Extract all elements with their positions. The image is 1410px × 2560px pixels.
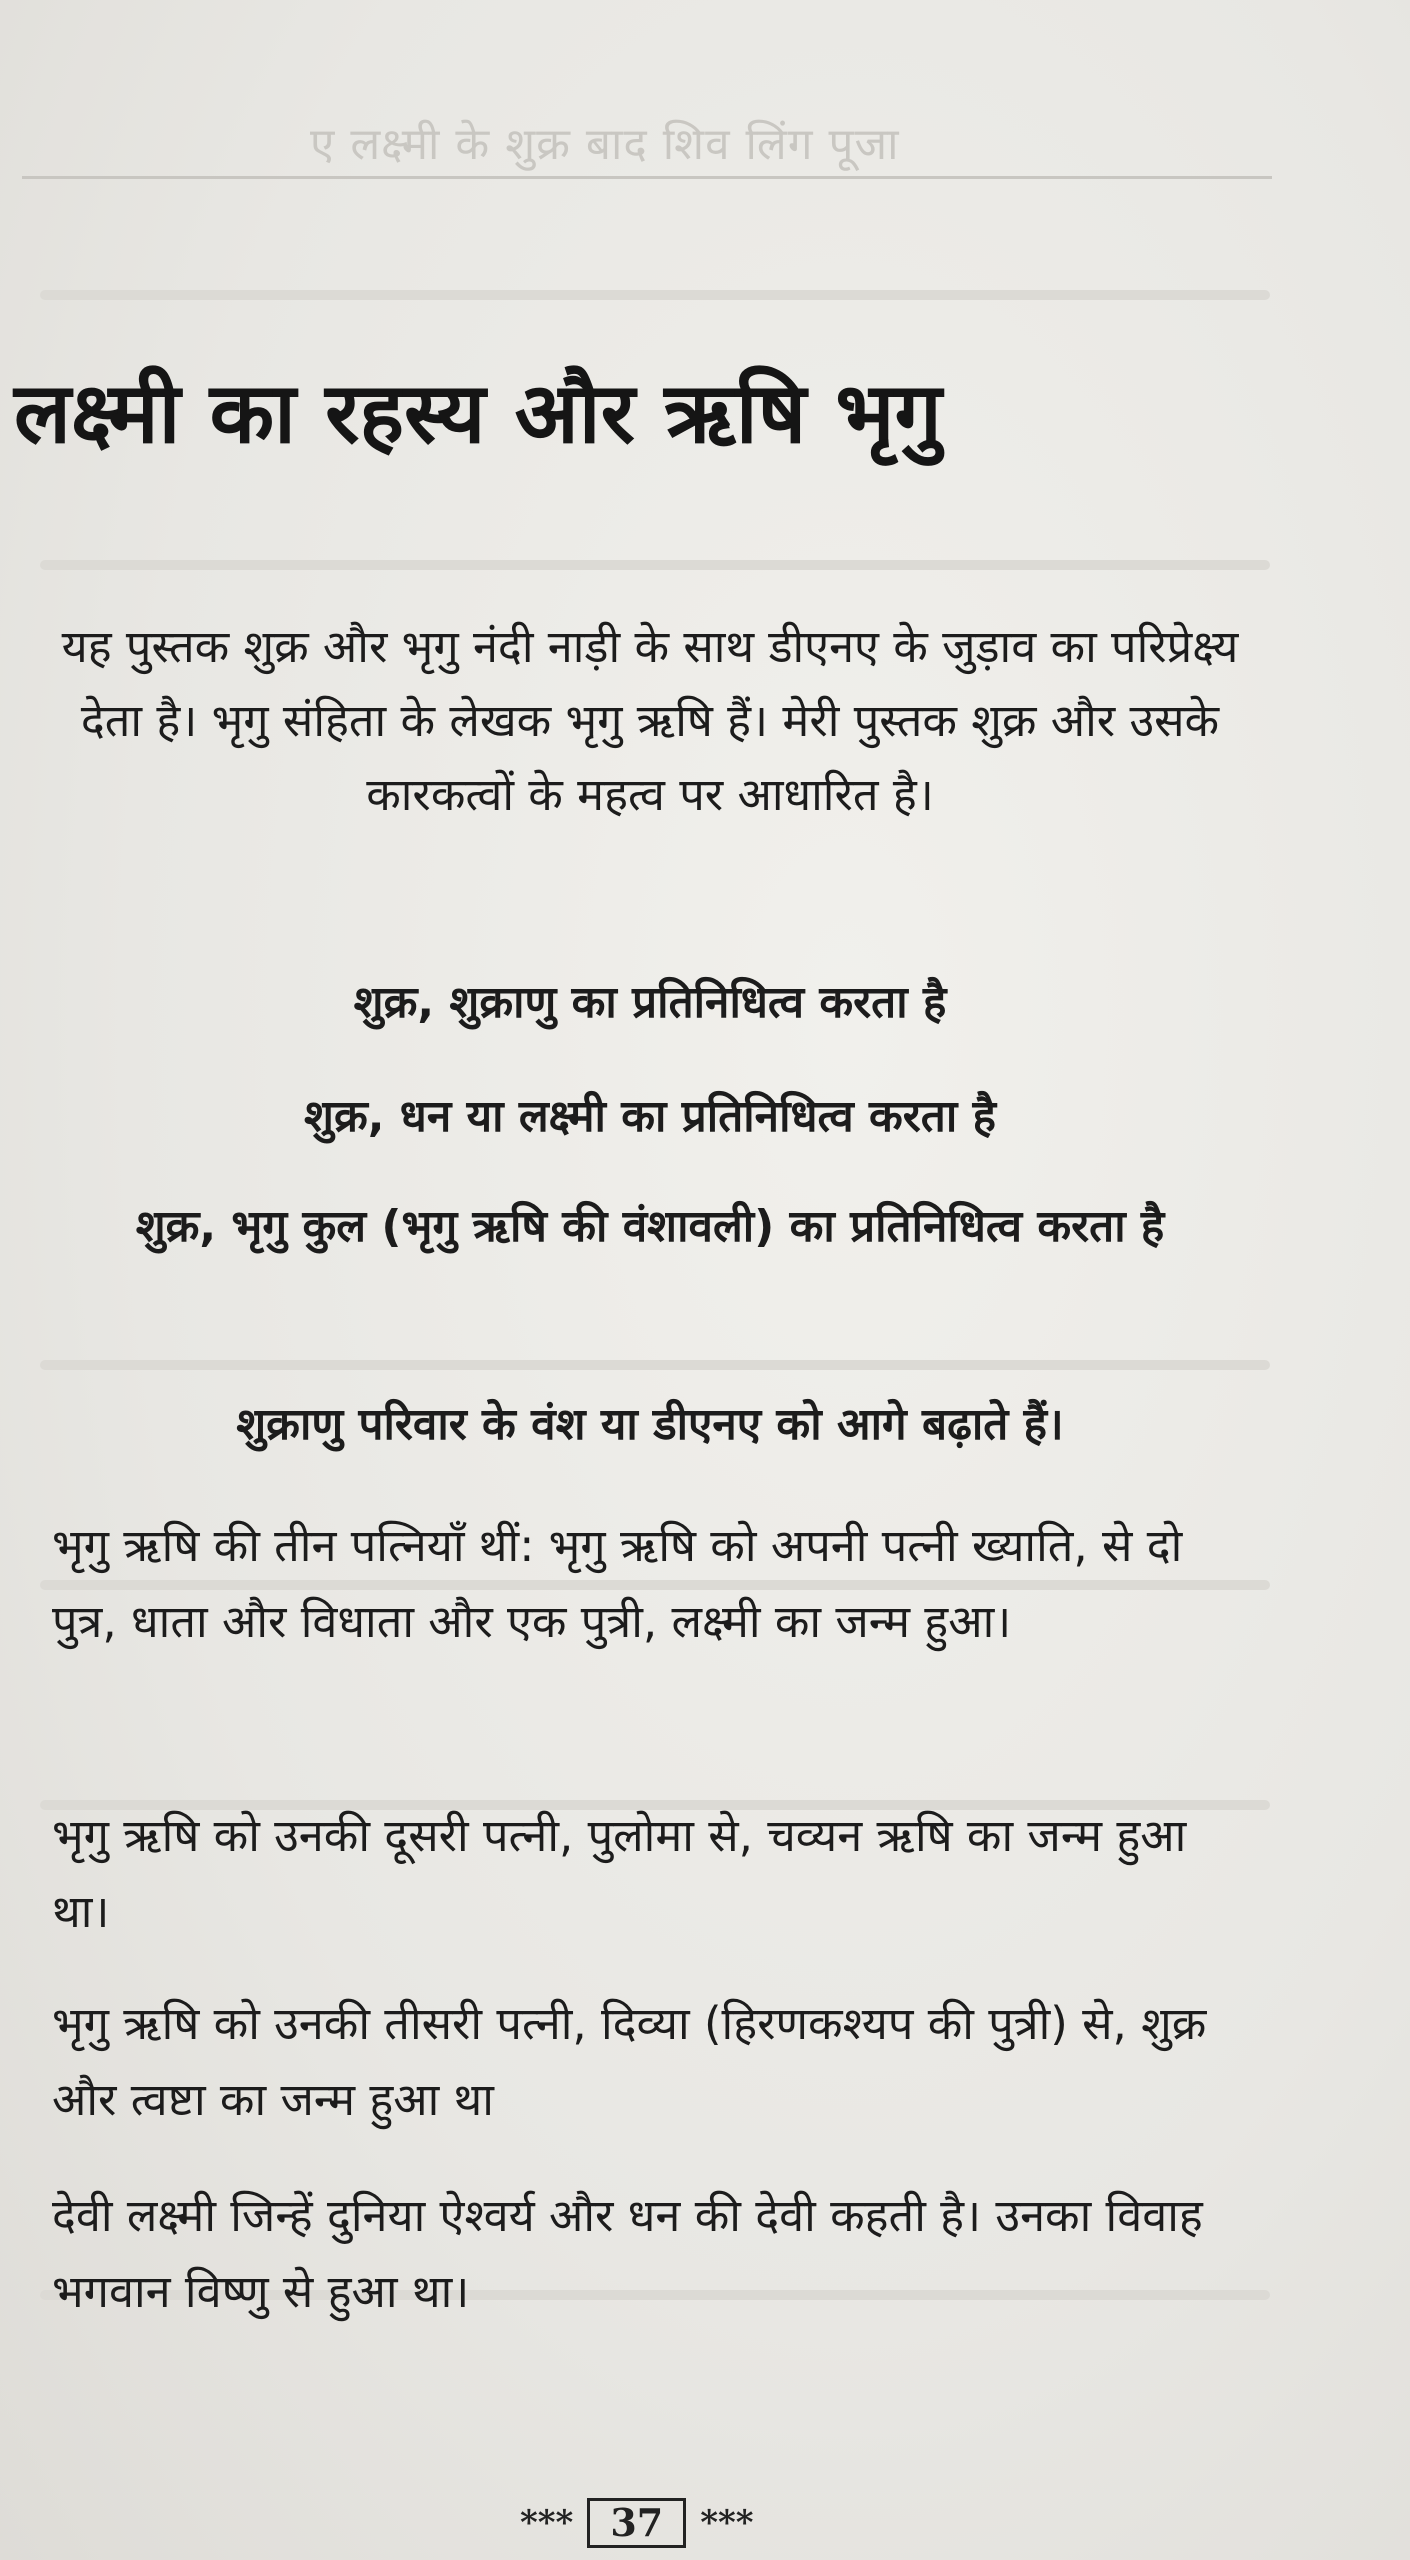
running-header: ए लक्ष्मी के शुक्र बाद शिव लिंग पूजा <box>310 119 900 170</box>
bleed-through-line <box>40 290 1270 300</box>
statement-bhrigu-lineage: शुक्र, भृगु कुल (भृगु ऋषि की वंशावली) का प्रतिनिधित्व करता है <box>135 1201 1165 1252</box>
footer-stars-right: *** <box>700 2503 754 2543</box>
statement-wealth: शुक्र, धन या लक्ष्मी का प्रतिनिधित्व करता है <box>304 1091 996 1142</box>
paragraph-wives: भृगु ऋषि की तीन पत्नियाँ थीं: भृगु ऋषि को अपनी पत्नी ख्याति, से दो पुत्र, धाता और विधाता और एक पुत्री, लक्ष्मी का जन्म हुआ। <box>52 1519 1183 1648</box>
bleed-through-line <box>40 560 1270 570</box>
chapter-title: लक्ष्मी का रहस्य और ऋषि भृगु <box>14 364 942 462</box>
intro-paragraph: यह पुस्तक शुक्र और भृगु नंदी नाड़ी के साथ डीएनए के जुड़ाव का परिप्रेक्ष्य देता है। भृगु संहिता के लेखक भृगु ऋषि हैं। मेरी पुस्तक शुक्र और उसके कारकत्वों के महत्व पर आधारित है। <box>61 620 1239 821</box>
paragraph-second-wife: भृगु ऋषि को उनकी दूसरी पत्नी, पुलोमा से, चव्यन ऋषि का जन्म हुआ था। <box>52 1809 1187 1938</box>
footer-stars-left: *** <box>520 2503 574 2543</box>
statement-sperm: शुक्र, शुक्राणु का प्रतिनिधित्व करता है <box>353 977 947 1028</box>
page-number: 37 <box>587 2498 686 2548</box>
paragraph-lakshmi: देवी लक्ष्मी जिन्हें दुनिया ऐश्वर्य और धन की देवी कहती है। उनका विवाह भगवान विष्णु से हुआ था। <box>52 2189 1203 2318</box>
statement-dna: शुक्राणु परिवार के वंश या डीएनए को आगे बढ़ाते हैं। <box>236 1399 1064 1450</box>
paragraph-third-wife: भृगु ऋषि को उनकी तीसरी पत्नी, दिव्या (हिरणकश्यप की पुत्री) से, शुक्र और त्वष्टा का जन्म हुआ था <box>52 1997 1207 2126</box>
page-footer <box>520 2498 754 2548</box>
bleed-through-line <box>40 1360 1270 1370</box>
header-rule <box>22 176 1272 179</box>
